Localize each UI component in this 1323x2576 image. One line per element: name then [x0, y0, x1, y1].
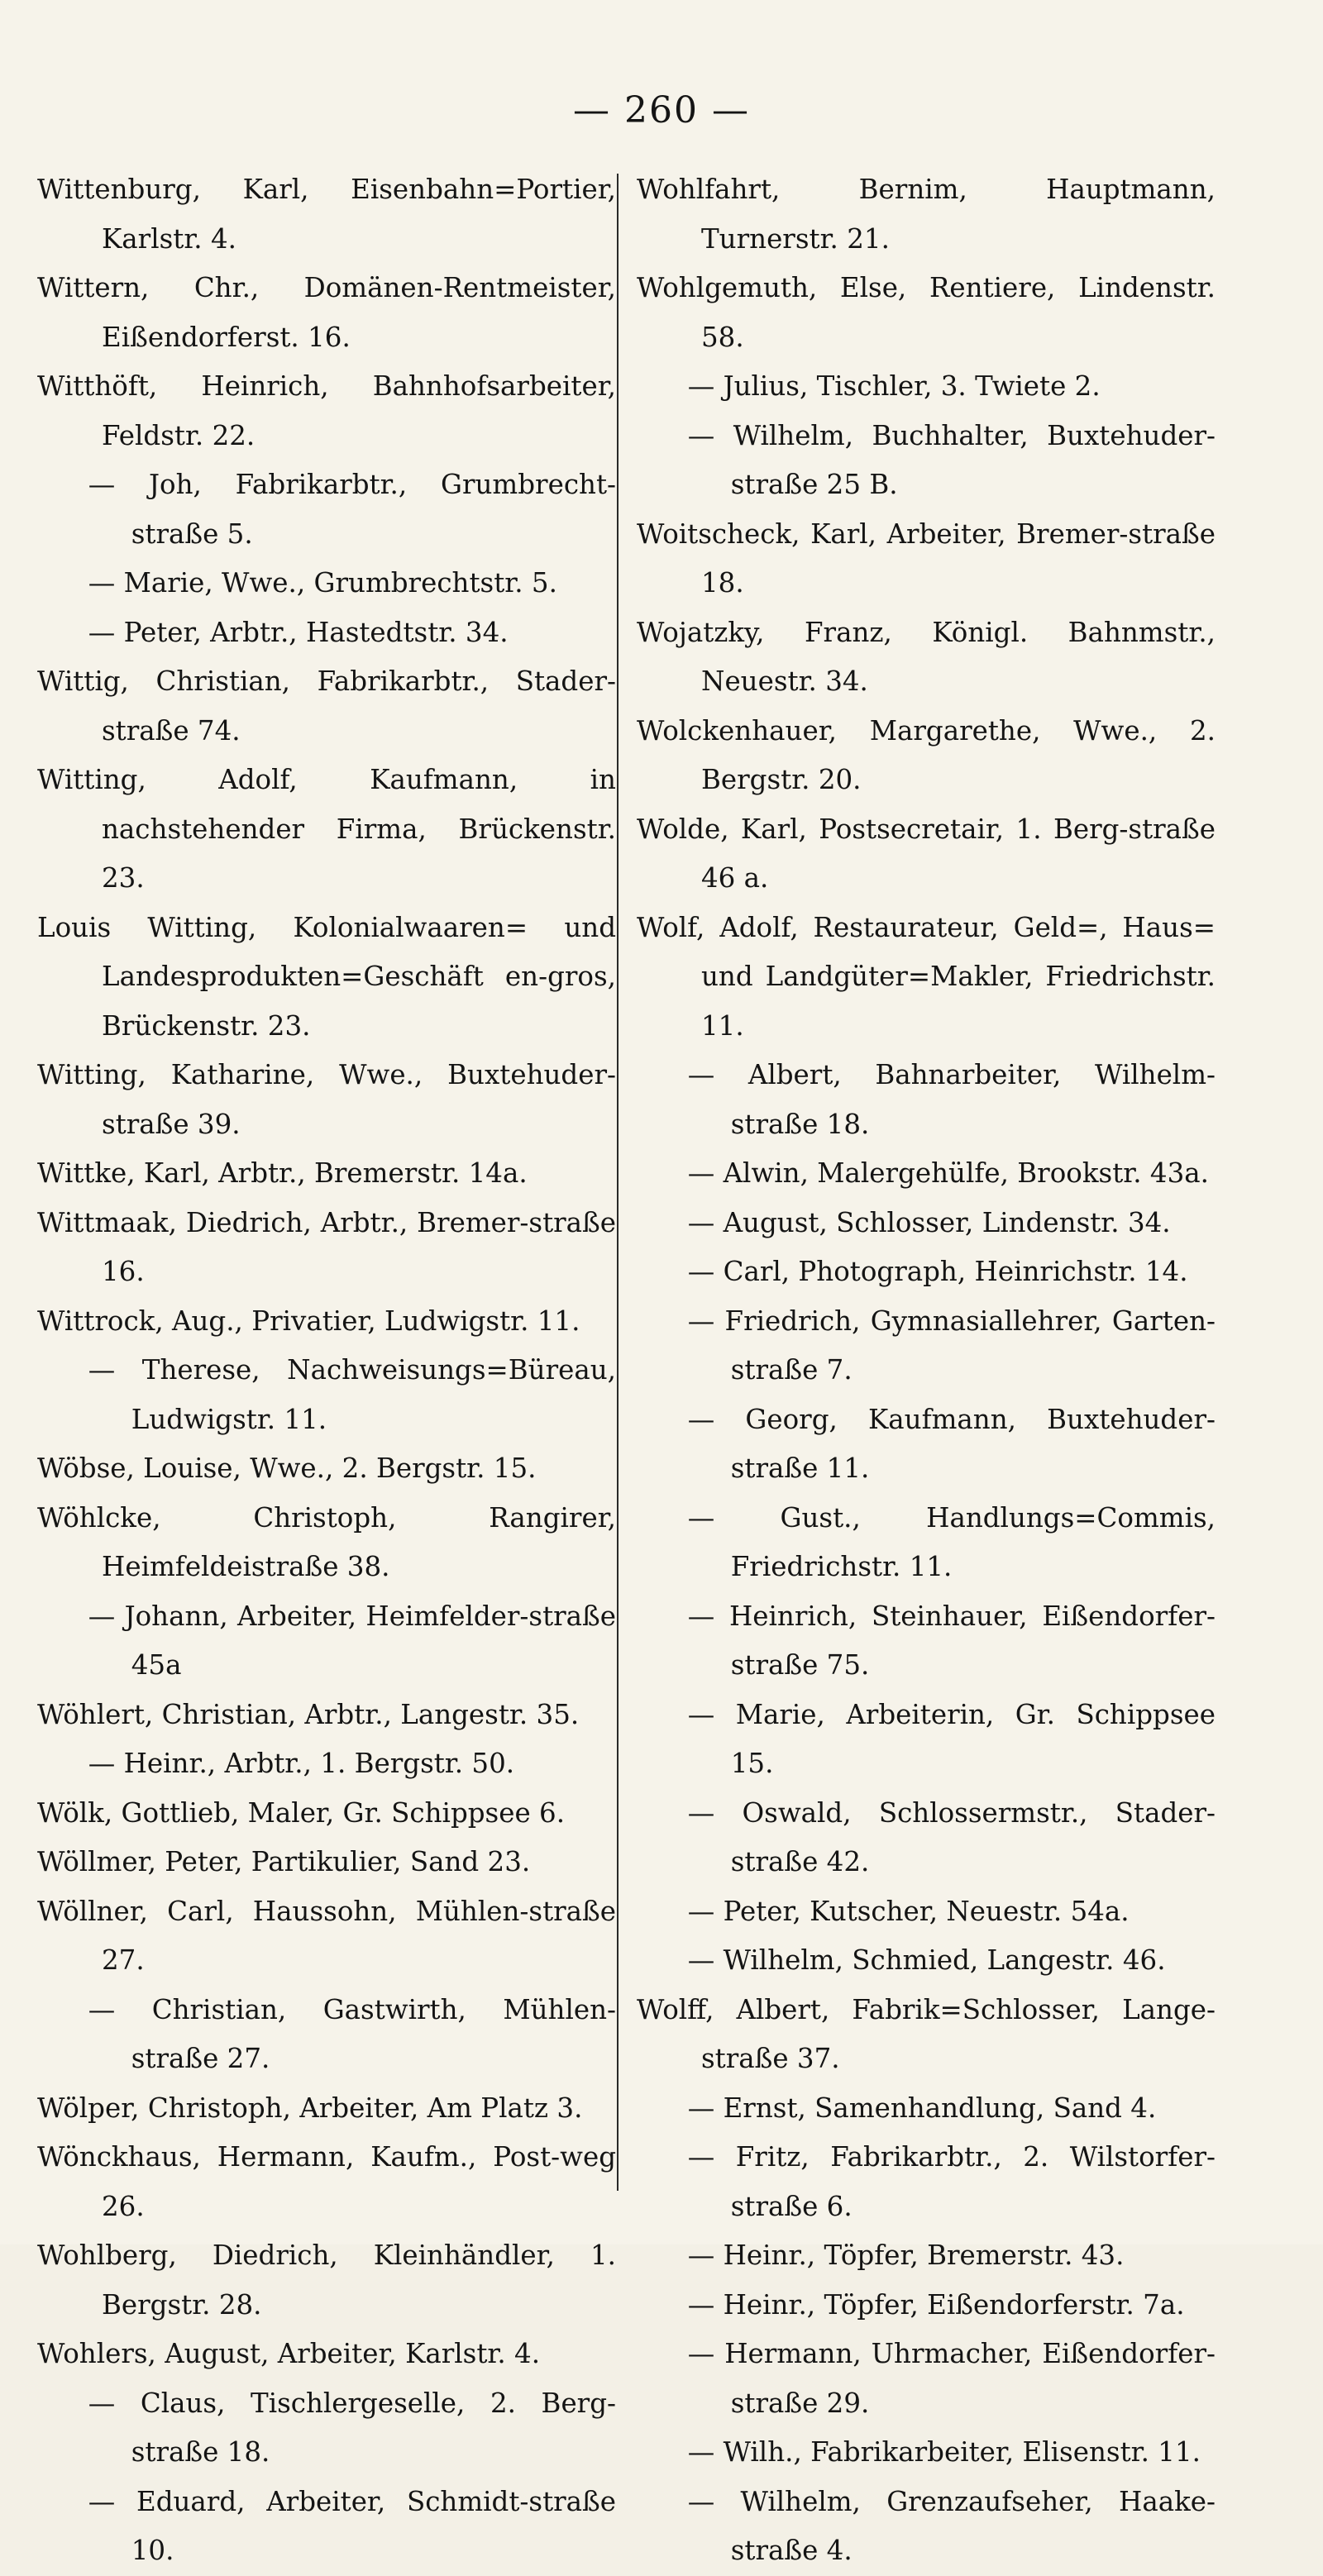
directory-entry: Witting, Katharine, Wwe., Buxtehuder-straße 39. [37, 1059, 616, 1140]
directory-entry: Wittmaak, Diedrich, Arbtr., Bremer-straße 16. [37, 1206, 616, 1287]
directory-entry: Wolde, Karl, Postsecretair, 1. Berg-straße 46 a. [637, 813, 1216, 894]
directory-entry: — Fritz, Fabrikarbtr., 2. Wilstorfer-straße 6. [687, 2141, 1216, 2222]
directory-entry: Wittern, Chr., Domänen-Rentmeister, Eißendorferst. 16. [37, 272, 616, 353]
directory-entry: Wöllmer, Peter, Partikulier, Sand 23. [37, 1846, 531, 1877]
directory-entry: Louis Witting, Kolonialwaaren= und Landesprodukten=Geschäft en-gros, Brückenstr. 23. [37, 911, 616, 1042]
directory-entry: — Hermann, Uhrmacher, Eißendorfer-straße 29. [687, 2338, 1216, 2419]
directory-entry: — Peter, Kutscher, Neuestr. 54a. [687, 1895, 1130, 1927]
directory-entry: — Alwin, Malergehülfe, Brookstr. 43a. [687, 1157, 1209, 1189]
directory-entry: — Eduard, Arbeiter, Schmidt-straße 10. [88, 2485, 616, 2566]
directory-entry: Wöhlcke, Christoph, Rangirer, Heimfeldeistraße 38. [37, 1501, 616, 1582]
directory-entry: Wittke, Karl, Arbtr., Bremerstr. 14a. [37, 1157, 528, 1189]
directory-entry: Witthöft, Heinrich, Bahnhofsarbeiter, Feldstr. 22. [37, 370, 616, 451]
directory-entry: Wohlgemuth, Else, Rentiere, Lindenstr. 58. [637, 272, 1216, 353]
directory-entry: — Marie, Arbeiterin, Gr. Schippsee 15. [687, 1698, 1216, 1779]
directory-entry: — Heinr., Töpfer, Bremerstr. 43. [687, 2240, 1125, 2271]
directory-entry: — Peter, Arbtr., Hastedtstr. 34. [88, 616, 509, 648]
directory-entry: Wönckhaus, Hermann, Kaufm., Post-weg 26. [37, 2141, 616, 2222]
directory-entry: — Heinrich, Steinhauer, Eißendorfer-straße 75. [687, 1600, 1216, 1681]
directory-entry: Woitscheck, Karl, Arbeiter, Bremer-straße 18. [637, 518, 1216, 599]
directory-entry: — Wilhelm, Buchhalter, Buxtehuder-straße 25 B. [687, 419, 1216, 500]
directory-entry: — Gust., Handlungs=Commis, Friedrichstr. 11. [687, 1501, 1216, 1582]
directory-entry: Witting, Adolf, Kaufmann, in nachstehender Firma, Brückenstr. 23. [37, 764, 616, 894]
directory-entry: Wölper, Christoph, Arbeiter, Am Platz 3. [37, 2092, 583, 2124]
directory-entry: Wolckenhauer, Margarethe, Wwe., 2. Bergstr. 20. [637, 714, 1216, 795]
directory-entry: — Christian, Gastwirth, Mühlen-straße 27. [88, 1993, 616, 2074]
directory-entry: Wittenburg, Karl, Eisenbahn=Portier, Karlstr. 4. [37, 174, 616, 255]
directory-entry: — Carl, Photograph, Heinrichstr. 14. [687, 1256, 1188, 1287]
directory-entry: Wöllner, Carl, Haussohn, Mühlen-straße 27. [37, 1895, 616, 1976]
directory-entry: — Wilhelm, Grenzaufseher, Haake-straße 4. [687, 2485, 1216, 2566]
directory-entry: Wohlberg, Diedrich, Kleinhändler, 1. Bergstr. 28. [37, 2240, 616, 2321]
directory-entry: Wittrock, Aug., Privatier, Ludwigstr. 11. [37, 1305, 580, 1337]
directory-entry: Wohlfahrt, Bernim, Hauptmann, Turnerstr. 21. [637, 174, 1216, 255]
directory-entry: — August, Schlosser, Lindenstr. 34. [687, 1206, 1171, 1238]
directory-entry: Wölk, Gottlieb, Maler, Gr. Schippsee 6. [37, 1796, 566, 1829]
directory-entry: Wittig, Christian, Fabrikarbtr., Stader-straße 74. [37, 665, 616, 747]
directory-entry: Wöbse, Louise, Wwe., 2. Bergstr. 15. [37, 1453, 537, 1484]
directory-entry: — Georg, Kaufmann, Buxtehuder-straße 11. [687, 1403, 1216, 1484]
directory-entry: — Albert, Bahnarbeiter, Wilhelm-straße 18. [687, 1059, 1216, 1140]
directory-entry: Wohlers, August, Arbeiter, Karlstr. 4. [37, 2338, 541, 2369]
left-column [37, 165, 616, 2576]
directory-entry: — Therese, Nachweisungs=Büreau, Ludwigstr. 11. [88, 1354, 616, 1435]
page-number: — 260 — [573, 89, 750, 131]
directory-entry: Wolff, Albert, Fabrik=Schlosser, Lange-straße 37. [637, 1993, 1216, 2074]
directory-entry: — Ernst, Samenhandlung, Sand 4. [687, 2092, 1157, 2124]
directory-entry: — Claus, Tischlergeselle, 2. Berg-straße 18. [88, 2387, 616, 2468]
directory-entry: Wöhlert, Christian, Arbtr., Langestr. 35. [37, 1698, 580, 1730]
right-column [637, 165, 1216, 2576]
directory-entry: — Johann, Arbeiter, Heimfelder-straße 45a [88, 1600, 616, 1681]
directory-entry: — Marie, Wwe., Grumbrechtstr. 5. [88, 567, 557, 599]
directory-entry: — Oswald, Schlossermstr., Stader-straße 42. [687, 1796, 1216, 1877]
column-divider [617, 174, 619, 2191]
directory-entry: — Wilh., Fabrikarbeiter, Elisenstr. 11. [687, 2436, 1201, 2468]
directory-entry: — Julius, Tischler, 3. Twiete 2. [687, 370, 1101, 402]
directory-entry: Wojatzky, Franz, Königl. Bahnmstr., Neuestr. 34. [637, 616, 1216, 697]
directory-entry: — Friedrich, Gymnasiallehrer, Garten-straße 7. [687, 1305, 1216, 1386]
directory-entry: Wolf, Adolf, Restaurateur, Geld=, Haus= und Landgüter=Makler, Friedrichstr. 11. [637, 911, 1216, 1042]
directory-entry: — Heinr., Arbtr., 1. Bergstr. 50. [88, 1748, 515, 1779]
directory-entry: — Joh, Fabrikarbtr., Grumbrecht-straße 5. [88, 469, 616, 550]
directory-entry: — Heinr., Töpfer, Eißendorferstr. 7a. [687, 2288, 1185, 2321]
directory-entry: — Wilhelm, Schmied, Langestr. 46. [687, 1944, 1166, 1976]
